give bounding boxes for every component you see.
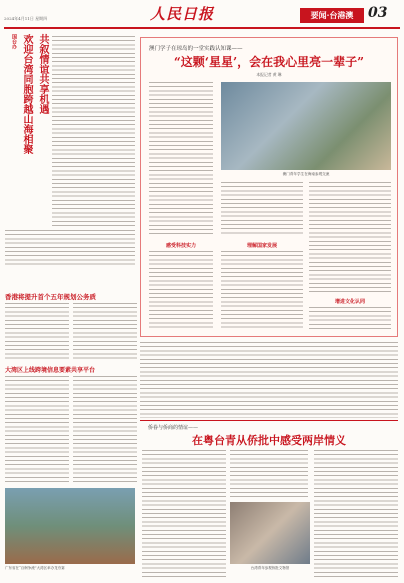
header-rule xyxy=(4,27,400,29)
left-headline-2: 共叙情谊共享机遇 xyxy=(37,34,48,114)
article-text-block xyxy=(149,251,213,331)
hk-article-headline: 香港将提升首个五年规划公务质 xyxy=(5,293,96,301)
photo-caption: 澳门青年学生在海南参观交流 xyxy=(282,172,330,176)
article-kicker: 侨眷与侨商的情谊—— xyxy=(148,425,199,431)
article-text-block xyxy=(309,307,391,331)
article-kicker: 澳门学子在琼岛的一堂实践认知课—— xyxy=(149,46,243,52)
article-text-block xyxy=(73,376,137,484)
article-text-block xyxy=(314,450,398,578)
article-text-block xyxy=(52,36,135,228)
article-photo xyxy=(230,502,310,564)
article-kicker: 国台办 xyxy=(11,34,17,49)
left-headline-1: 欢迎台湾同胞跨越山海相聚 xyxy=(21,34,32,154)
featured-article-box xyxy=(140,37,398,337)
page-header xyxy=(0,0,404,30)
article-text-block xyxy=(140,342,398,418)
article-headline: “这颗‘星星’，会在我心里亮一辈子” xyxy=(173,55,365,69)
section-subhead: 增进文化认同 xyxy=(334,299,365,305)
article-headline: 在粤台青从侨批中感受两岸情义 xyxy=(192,434,346,447)
section-subhead: 感受科技实力 xyxy=(165,243,196,249)
masthead: 人民日报 xyxy=(150,5,215,23)
article-text-block xyxy=(5,303,69,359)
photo-caption: 台湾青年参观侨批文物馆 xyxy=(250,566,290,570)
article-text-block xyxy=(230,450,308,500)
page-number: 03 xyxy=(368,5,388,21)
article-text-block xyxy=(221,251,303,331)
article-text-block xyxy=(142,450,226,578)
article-text-block xyxy=(5,376,69,484)
article-byline: 本报记者 黄 琳 xyxy=(256,72,282,77)
dragon-boat-photo xyxy=(5,488,135,564)
article-photo xyxy=(221,82,391,170)
photo-caption: 广东省在“百舸争流”大湾区举办龙舟赛 xyxy=(5,566,65,570)
section-subhead: 理解国家发展 xyxy=(246,243,277,249)
section-divider xyxy=(140,420,398,421)
article-text-block xyxy=(221,182,303,236)
article-text-block xyxy=(309,182,391,292)
bay-article-headline: 大湾区上线跨境信息要素共享平台 xyxy=(5,367,96,374)
article-text-block xyxy=(5,230,135,266)
section-label: 要闻·台港澳 xyxy=(300,8,364,23)
article-text-block xyxy=(149,82,213,236)
date-line: 2024年4月11日 星期四 xyxy=(4,16,48,21)
article-text-block xyxy=(73,303,137,359)
